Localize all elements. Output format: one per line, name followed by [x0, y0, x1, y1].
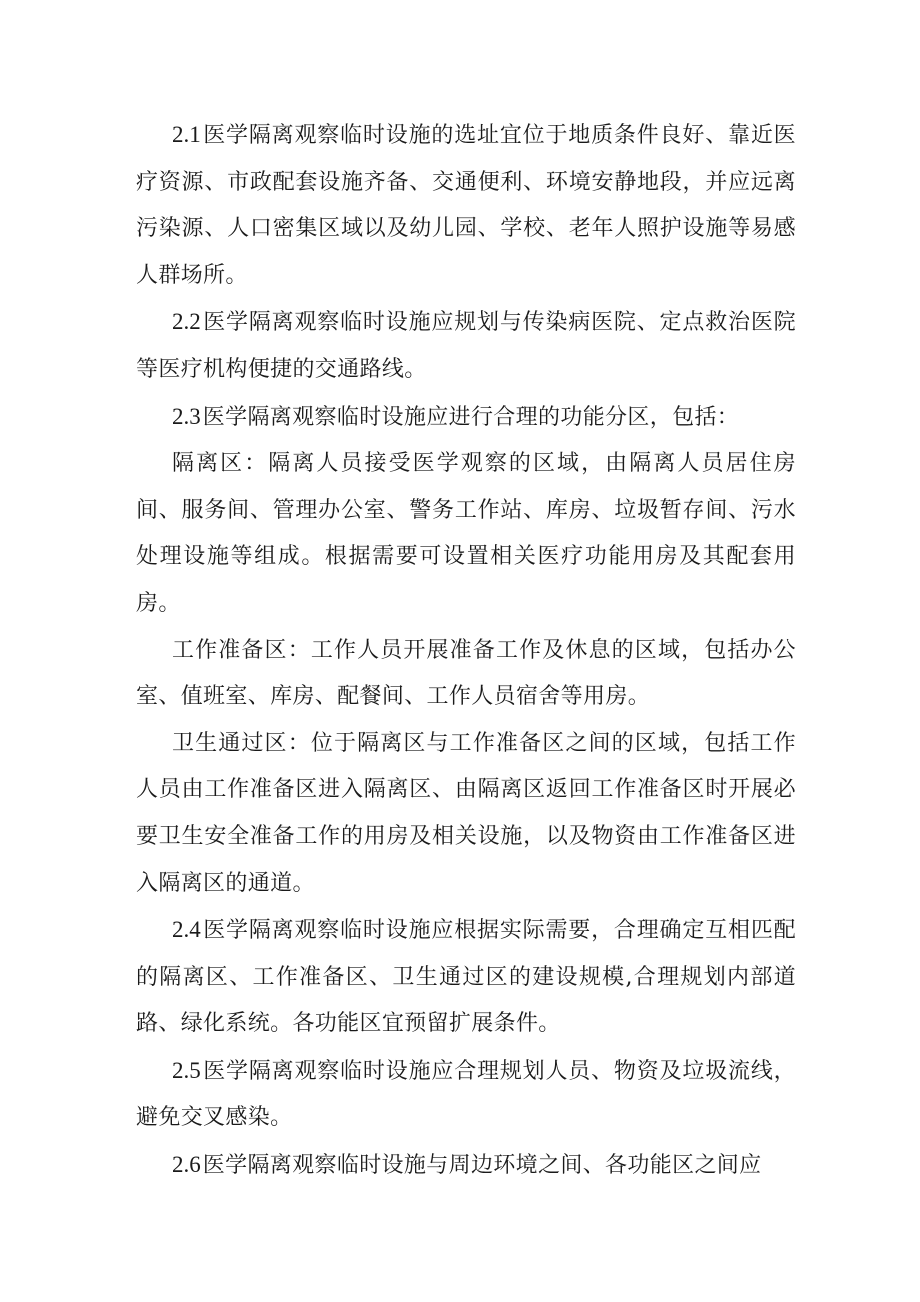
paragraph-text: 医学隔离观察临时设施应规划与传染病医院、定点救治医院等医疗机构便捷的交通路线。	[136, 310, 796, 382]
paragraph-2-4	[136, 907, 796, 1048]
paragraph-work-prep-zone	[136, 628, 796, 721]
paragraph-text: 医学隔离观察临时设施的选址宜位于地质条件良好、靠近医疗资源、市政配套设施齐备、交通便利、环境安静地段，并应远离污染源、人口密集区域以及幼儿园、学校、老年人照护设施等易感人群场所。	[136, 123, 796, 288]
paragraph-2-5	[136, 1048, 796, 1142]
paragraph-2-1	[136, 112, 796, 299]
paragraph-text: 医学隔离观察临时设施应进行合理的功能分区，包括：	[202, 404, 740, 430]
paragraph-text: 工作准备区：工作人员开展准备工作及休息的区域，包括办公室、值班室、库房、配餐间、工作人员宿舍等用房。	[136, 637, 796, 710]
document-page	[136, 112, 796, 1190]
paragraph-sanitary-zone	[136, 721, 796, 907]
paragraph-text: 隔离区：隔离人员接受医学观察的区域，由隔离人员居住房间、服务间、管理办公室、警务工作站、库房、垃圾暂存间、污水处理设施等组成。根据需要可设置相关医疗功能用房及其配套用房。	[136, 451, 796, 616]
clause-number: 2.2	[172, 309, 201, 335]
paragraph-2-6	[136, 1142, 796, 1190]
paragraph-2-3	[136, 394, 796, 442]
paragraph-isolation-zone	[136, 441, 796, 627]
paragraph-text: 卫生通过区：位于隔离区与工作准备区之间的区域，包括工作人员由工作准备区进入隔离区、由隔离区返回工作准备区时开展必要卫生安全准备工作的用房及相关设施，以及物资由工作准备区进入隔离区的通道。	[136, 730, 796, 896]
clause-number: 2.5	[172, 1057, 201, 1083]
paragraph-text: 医学隔离观察临时设施与周边环境之间、各功能区之间应	[202, 1153, 762, 1179]
paragraph-2-2	[136, 299, 796, 393]
clause-number: 2.6	[172, 1152, 201, 1178]
clause-number: 2.3	[172, 403, 201, 429]
clause-number: 2.1	[172, 122, 201, 147]
clause-number: 2.4	[172, 917, 201, 943]
paragraph-text: 医学隔离观察临时设施应根据实际需要，合理确定互相匹配的隔离区、工作准备区、卫生通过区的建设规模,合理规划内部道路、绿化系统。各功能区宜预留扩展条件。	[136, 918, 796, 1037]
paragraph-text: 医学隔离观察临时设施应合理规划人员、物资及垃圾流线，避免交叉感染。	[136, 1058, 796, 1131]
